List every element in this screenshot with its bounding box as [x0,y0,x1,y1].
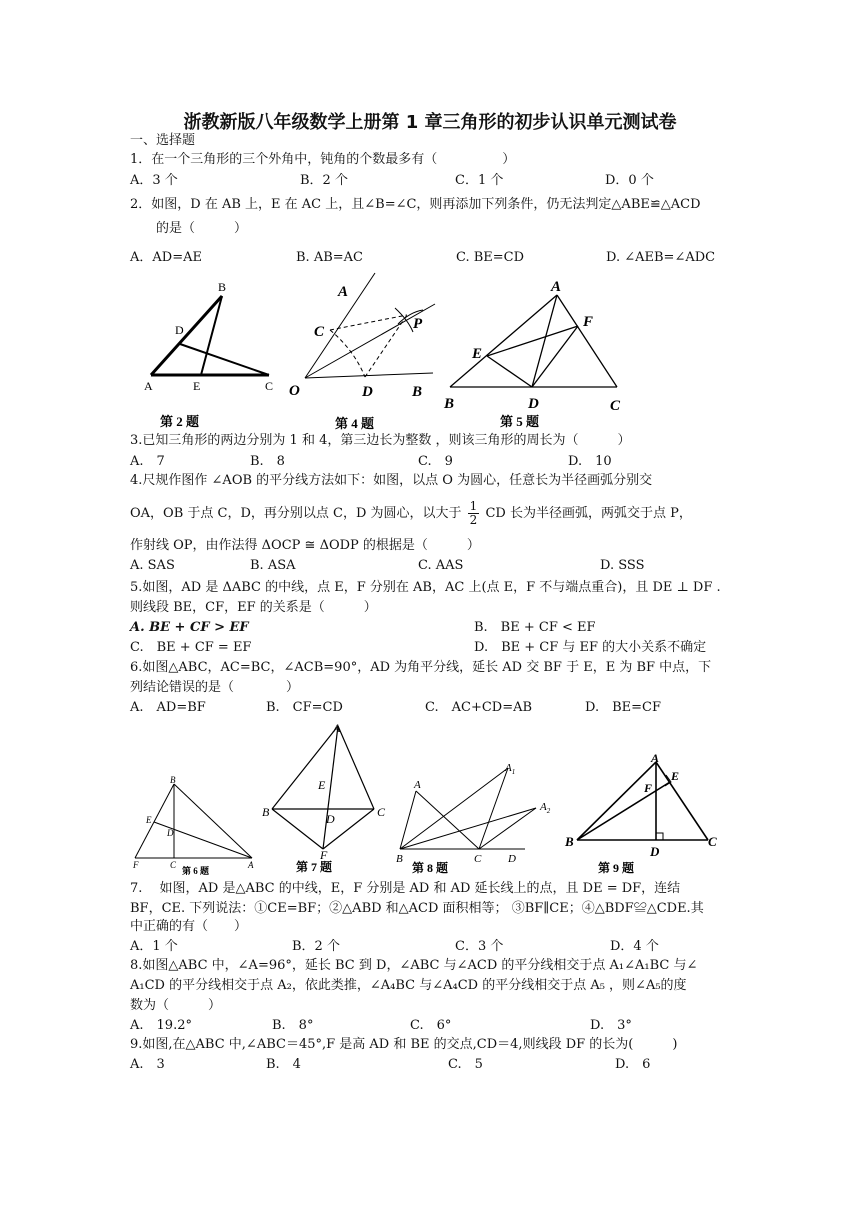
q5-stem-line2: 则线段 BE，CF，EF 的关系是（ ） [130,600,377,615]
q8-option-d: D. 3° [590,1018,632,1033]
q6-stem-line1: 6.如图△ABC，AC=BC，∠ACB=90°，AD 为角平分线，延长 AD 交 BF 于 E，E 为 BF 中点，下 [130,660,712,675]
q4-option-c: C. AAS [418,558,464,573]
q4-line2-part1: OA，OB 于点 C，D，再分别以点 C，D 为圆心，以大于 [130,506,462,521]
fig8-label-d: D [508,853,516,865]
fig5-label-f: F [583,314,594,330]
q8-option-b: B. 8° [272,1018,314,1033]
q3-option-a: A. 7 [130,454,165,469]
fig5-label-b: B [444,396,455,412]
q4-stem-line3: 作射线 OP，由作法得 ΔOCP ≅ ΔODP 的根据是（ ） [130,538,480,553]
q5-option-d: D. BE + CF 与 EF 的大小关系不确定 [474,640,707,655]
figure-row-2 [130,716,730,886]
q7-option-d: D．4 个 [610,939,659,954]
fig4-label-o: O [289,383,300,399]
q7-stem-line2: BF，CE. 下列说法：①CE=BF；②△ABD 和△ACD 面积相等； ③BF∥CE；④△BDF≌△CDE.其 [130,901,704,916]
fig9-caption: 第 9 题 [598,861,635,875]
fig7-label-b: B [262,805,270,819]
fig8-label-a2: $A_2$ [540,801,551,815]
q4-line2-part2: CD 长为半径画弧，两弧交于点 P， [485,506,692,521]
q2-option-d: D. ∠AEB=∠ADC [606,250,716,265]
q2-stem-line2: 的是（ ） [156,221,248,236]
fig6-label-d: D [167,828,174,838]
fig2-label-c: C [265,379,274,393]
fig5-label-c: C [610,398,621,414]
fig6-label-c: C [170,860,177,870]
fig5-caption: 第 5 题 [500,414,540,429]
q4-stem-line2 [130,500,692,527]
fig7-label-d: D [326,812,335,826]
q1-stem: 1．在一个三角形的三个外角中，钝角的个数最多有（ ） [130,152,516,167]
fig2-label-a: A [144,379,153,393]
figure-6 [135,784,252,858]
fig7-label-e: E [318,778,326,792]
q1-option-a: A．3 个 [130,173,178,188]
fig6-label-e: E [146,815,152,825]
q2-option-b: B. AB=AC [296,250,363,265]
fig8-label-a: A [414,779,421,791]
fig8-label-a1: $A_1$ [505,762,516,776]
fig2-label-e: E [193,379,201,393]
fig5-label-a: A [551,279,562,295]
fraction-numerator: 1 [469,499,478,513]
q4-option-d: D. SSS [600,558,645,573]
q9-option-a: A. 3 [130,1057,165,1072]
fig8-label-c: C [474,853,482,865]
fig6-label-a: A [248,860,254,870]
q9-option-b: B. 4 [266,1057,301,1072]
q4-option-a: A. SAS [130,558,175,573]
fig4-label-a: A [338,284,349,300]
page-title: 浙教新版八年级数学上册第 1 章三角形的初步认识单元测试卷 [183,112,677,133]
figure-5 [450,295,617,387]
q9-option-c: C. 5 [448,1057,483,1072]
q4-stem-line1: 4.尺规作图作 ∠AOB 的平分线方法如下：如图，以点 O 为圆心，任意长为半径画弧分别交 [130,473,653,488]
q7-stem-line3: 中正确的有（ ） [130,919,248,934]
q6-option-b: B. CF=CD [266,700,343,715]
q5-option-c: C. BE + CF = EF [130,640,252,655]
q7-option-a: A．1 个 [130,939,178,954]
fig7-caption: 第 7 题 [296,860,333,874]
q9-option-d: D. 6 [615,1057,651,1072]
fig9-label-f: F [644,781,653,795]
fig8-caption: 第 8 题 [412,861,449,875]
fig5-label-e: E [472,346,483,362]
q8-stem-line3: 数为（ ） [130,998,222,1013]
fig7-label-c: C [377,805,386,819]
q2-option-c: C. BE=CD [456,250,525,265]
q6-option-a: A. AD=BF [130,700,206,715]
q3-stem: 3.已知三角形的两边分别为 1 和 4，第三边长为整数 ，则该三角形的周长为（ ） [130,433,631,448]
q1-option-b: B．2 个 [300,173,348,188]
figure-row-1 [130,268,650,438]
q1-option-d: D．0 个 [605,173,654,188]
q2-stem-line1: 2．如图，D 在 AB 上，E 在 AC 上，且∠B=∠C，则再添加下列条件，仍无法判定△ABE≌△ACD [130,197,701,212]
q5-option-a: A. BE + CF > EF [130,620,249,635]
fig7-label-f: F [320,848,328,862]
fig9-label-b: B [565,834,574,849]
fig9-label-d: D [650,844,660,859]
q5-option-b: B. BE + CF < EF [474,620,596,635]
fig6-caption: 第 6 题 [182,866,210,876]
q6-option-c: C. AC+CD=AB [425,700,533,715]
q3-option-d: D. 10 [568,454,612,469]
figure-9 [577,762,708,840]
q7-stem-line1: 7. 如图，AD 是△ABC 的中线，E，F 分别是 AD 和 AD 延长线上的点，且 DE = DF，连结 [130,881,681,896]
fraction-denominator: 2 [469,513,478,527]
fig7-label-a: A [333,721,341,735]
fig9-label-c: C [708,834,717,849]
q5-stem-line1: 5.如图，AD 是 ΔABC 的中线，点 E，F 分别在 AB，AC 上(点 E，F 不与端点重合)，且 DE ⊥ DF . [130,580,721,595]
fig4-label-c: C [314,324,325,340]
q8-stem-line2: A₁CD 的平分线相交于点 A₂，依此类推，∠A₄BC 与∠A₄CD 的平分线相交于点 A₅ ，则∠A₅的度 [130,978,687,993]
fig4-label-p: P [413,316,423,332]
fig9-label-a: A [651,751,660,765]
q3-option-b: B. 8 [250,454,285,469]
q9-stem: 9.如图,在△ABC 中,∠ABC＝45°,F 是高 AD 和 BE 的交点,CD＝4,则线段 DF 的长为( ) [130,1037,678,1052]
fig4-caption: 第 4 题 [335,416,375,431]
q6-stem-line2: 列结论错误的是（ ） [130,680,300,695]
q7-option-b: B．2 个 [292,939,340,954]
section-heading: 一、选择题 [130,133,196,148]
q2-option-a: A．AD=AE [130,250,202,265]
q3-option-c: C. 9 [418,454,453,469]
q4-option-b: B. ASA [250,558,296,573]
figure-2 [151,296,269,375]
q1-option-c: C．1 个 [455,173,504,188]
fig6-label-f: F [133,860,139,870]
fig2-label-d: D [175,323,184,337]
fig4-label-b: B [412,384,423,400]
q7-option-c: C．3 个 [455,939,504,954]
fig2-caption: 第 2 题 [160,414,200,429]
fig2-label-b: B [218,280,227,294]
q8-stem-line1: 8.如图△ABC 中，∠A=96°，延长 BC 到 D，∠ABC 与∠ACD 的平分线相交于点 A₁∠A₁BC 与∠ [130,958,698,973]
fig4-label-d: D [362,384,373,400]
fig8-label-b: B [396,853,403,865]
q6-option-d: D. BE=CF [585,700,661,715]
fig5-label-d: D [528,396,539,412]
one-half-fraction [468,500,480,527]
q8-option-a: A. 19.2° [130,1018,192,1033]
fig9-label-e: E [671,769,680,783]
q8-option-c: C. 6° [410,1018,452,1033]
fig6-label-b: B [170,775,176,785]
